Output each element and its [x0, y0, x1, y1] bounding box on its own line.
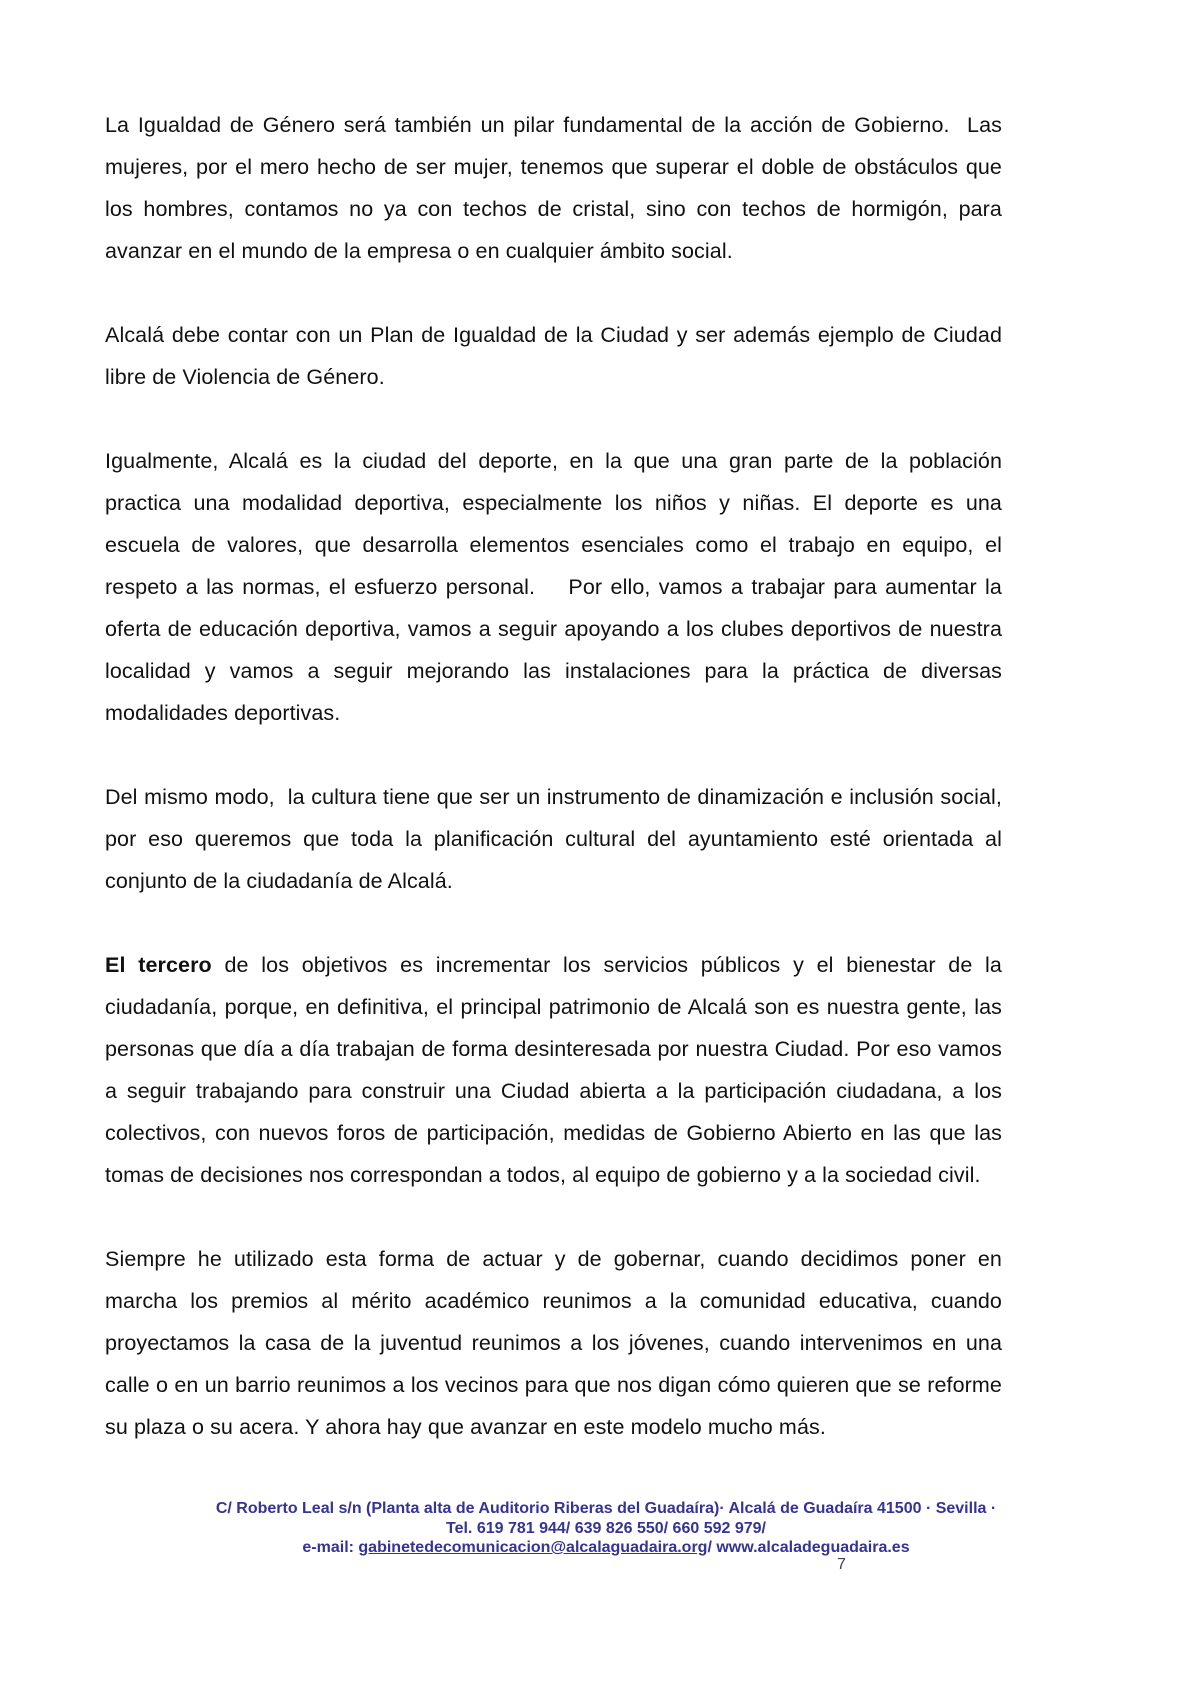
document-body — [105, 104, 1002, 1448]
paragraph-sports: Igualmente, Alcalá es la ciudad del deporte, en la que una gran parte de la población practica una modalidad deportiva, especialmente los niños y niñas. El deporte es una escuela de valores, que desarrolla elementos esenciales como el trabajo en equipo, el respeto a las normas, el esfuerzo personal. Por ello, vamos a trabajar para aumentar la oferta de educación deportiva, vamos a seguir apoyando a los clubes deportivos de nuestra localidad y vamos a seguir mejorando las instalaciones para la práctica de diversas modalidades deportivas. — [105, 449, 1002, 725]
paragraph-lead-bold: El tercero — [105, 953, 212, 977]
footer-phone-line: Tel. 619 781 944/ 639 826 550/ 660 592 979/ — [446, 1519, 766, 1537]
footer-email-line — [12, 1538, 1200, 1558]
page-footer — [12, 1499, 1200, 1558]
footer-address-line: C/ Roberto Leal s/n (Planta alta de Auditorio Riberas del Guadaíra)· Alcalá de Guadaíra 41500 · Sevilla · — [215, 1500, 997, 1517]
paragraph-culture: Del mismo modo, la cultura tiene que ser un instrumento de dinamización e inclusión social, por eso queremos que toda la planificación cultural del ayuntamiento esté orientada al conjunto de la ciudadanía de Alcalá. — [105, 785, 1002, 893]
footer-website-text: / www.alcaladeguadaira.es — [707, 1539, 910, 1556]
footer-email-link[interactable]: gabinetedecomunicacion@alcalaguadaira.org — [358, 1539, 708, 1556]
paragraph-equality-plan: Alcalá debe contar con un Plan de Igualdad de la Ciudad y ser además ejemplo de Ciudad libre de Violencia de Género. — [105, 323, 1002, 389]
paragraph-gender-equality: La Igualdad de Género será también un pilar fundamental de la acción de Gobierno. Las mujeres, por el mero hecho de ser mujer, tenemos que superar el doble de obstáculos que los hombres, contamos no ya con techos de cristal, sino con techos de hormigón, para avanzar en el mundo de la empresa o en cualquier ámbito social. — [105, 113, 1002, 263]
page-number: 7 — [837, 1556, 846, 1573]
paragraph-third-objective-text: de los objetivos es incrementar los servicios públicos y el bienestar de la ciudadanía, porque, en definitiva, el principal patrimonio de Alcalá son es nuestra gente, las personas que día a día trabajan de forma desinteresada por nuestra Ciudad. Por eso vamos a seguir trabajando para construir una Ciudad abierta a la participación ciudadana, a los colectivos, con nuevos foros de participación, medidas de Gobierno Abierto en las que las tomas de decisiones nos correspondan a todos, al equipo de gobierno y a la sociedad civil. — [105, 953, 1002, 1187]
footer-email-label: e-mail: — [302, 1539, 359, 1556]
paragraph-third-objective — [105, 944, 1002, 1196]
paragraph-governing-style: Siempre he utilizado esta forma de actuar y de gobernar, cuando decidimos poner en marcha los premios al mérito académico reunimos a la comunidad educativa, cuando proyectamos la casa de la juventud reunimos a los jóvenes, cuando intervenimos en una calle o en un barrio reunimos a los vecinos para que nos digan cómo quieren que se reforme su plaza o su acera. Y ahora hay que avanzar en este modelo mucho más. — [105, 1247, 1002, 1439]
